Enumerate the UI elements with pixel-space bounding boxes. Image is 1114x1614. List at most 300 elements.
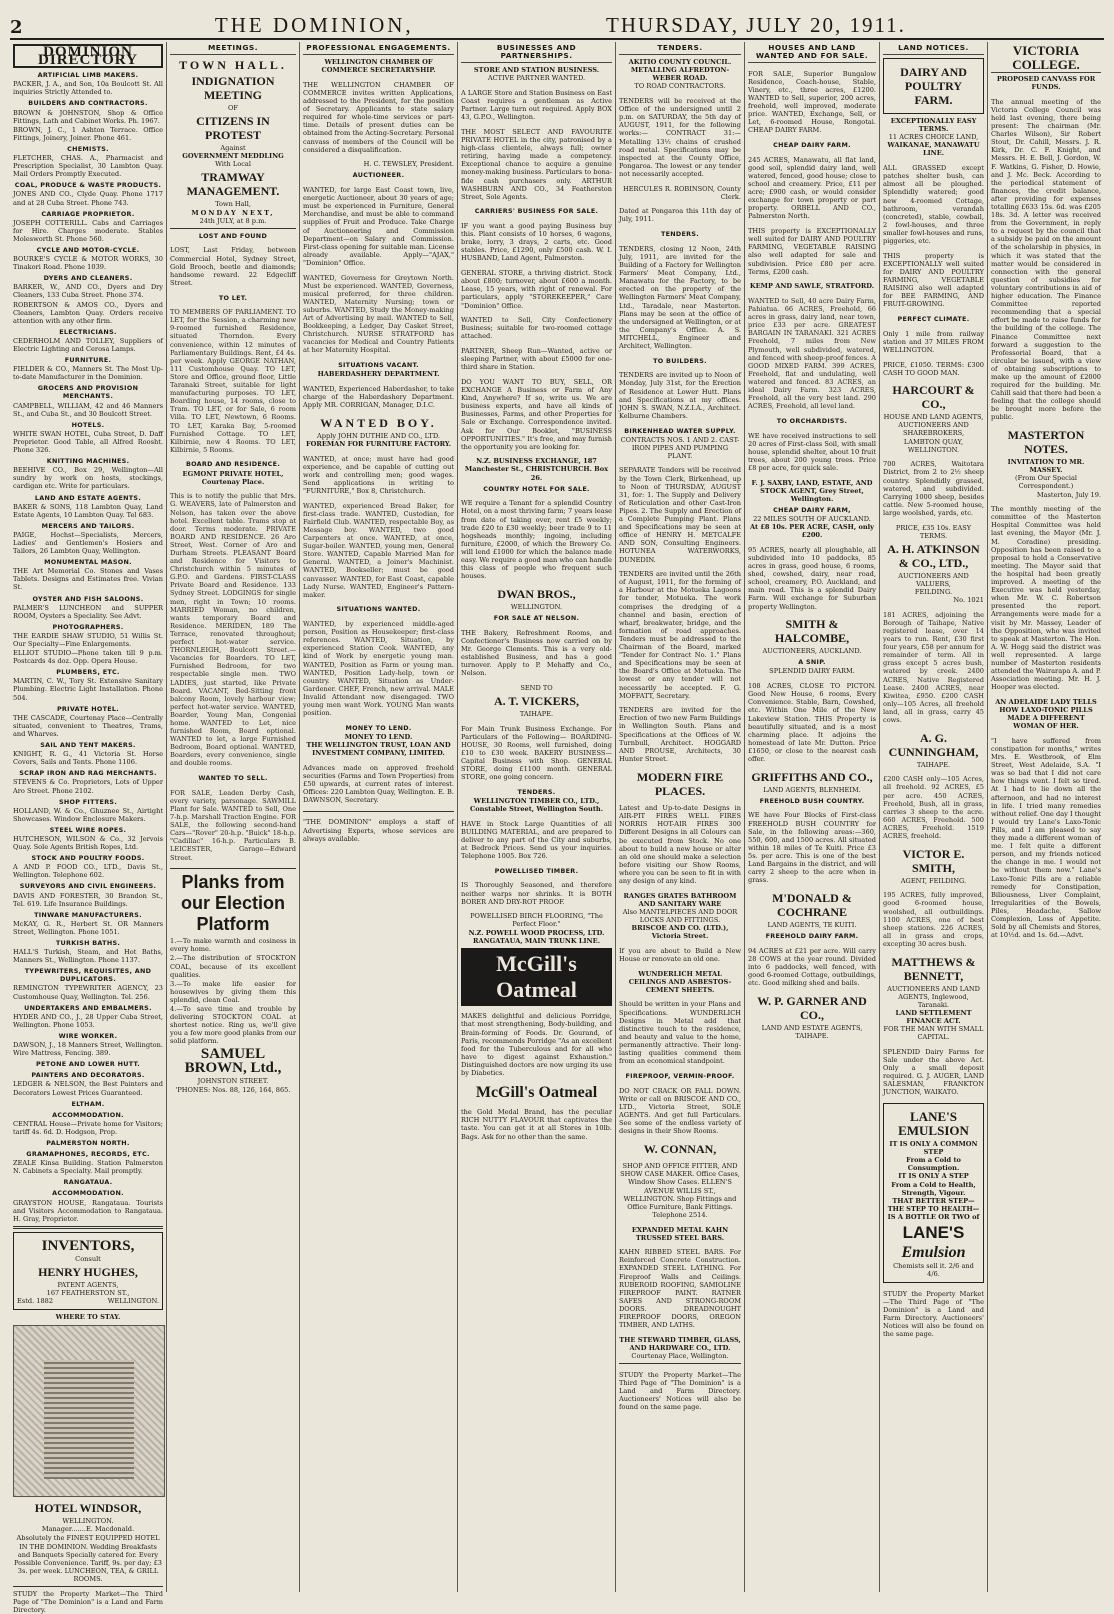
dwan-bros: DWAN BROS., [497, 586, 576, 601]
powellised-flooring: POWELLISED BIRCH FLOORING, "The Perfect Floor." [470, 912, 603, 929]
land-footer: STUDY the Property Market—The Third Page of "The Dominion" is a Land and Farm Directory. Auctioneers' Notices will also be found on the same page. [883, 1289, 984, 1339]
directory-category: CARRIAGE PROPRIETOR. [41, 209, 135, 218]
smith-sub: AUCTIONEERS, AUCKLAND. [762, 647, 862, 656]
directory-category: MERCERS AND TAILORS. [41, 521, 135, 530]
haberdashery-heading: HABERDASHERY DEPARTMENT. [317, 370, 440, 379]
lanes-lines [887, 1140, 980, 1221]
directory-category: TURKISH BATHS. [55, 939, 121, 947]
freehold-bush-text: WE have Four Blocks of First-class FREEHOLD BUSH COUNTRY for Sale, in the following areas:—360, 550, 600, and 1500 acres. All situated within 18 miles of Te Kuiti. Price £3 5s. per acre. This is one of the best Land Bargains in the district, and will carry 2 sheep to the acre when in grass. [748, 811, 876, 885]
inventors-agents: PATENT AGENTS, [57, 1280, 119, 1289]
partner-text: PARTNER, Sheep Run—Wanted, active or sleeping Partner, with about £5000 for one-third share in Station. [461, 347, 612, 372]
sit-wanted-text: WANTED, by experienced middle-aged person, Position as Housekeeper; first-class references. WANTED, Situation, by experienced Station Cook. WANTED, any kind of Work by energetic young man. WANTED, Position as Farm or young man. WANTED, Position Lady-help, town or country. WANTED, Situation as Under-Gardener. CHEF, French, new arrival. MALE Invalid Attendant now disengaged. TWO young men want Work. YOUNG Man wants position. [303, 620, 454, 718]
newspaper-title: THE DOMINION, [214, 13, 414, 37]
farms-text: FOR SALE, Superior Bungalow Residence, Coach-house, Stable, Vinery, etc., three acres, £1200. WANTED to Sell, superior, 200 acres, freehold, well improved, moderate price. WANTED, Exchange, Sell, or Let, 6-roomed House, Rongotai. CHEAP DAIRY FARM. [748, 69, 876, 135]
wellington-trust: THE WELLINGTON TRUST, LOAN AND INVESTMENT COMPANY, LIMITED. [306, 740, 451, 758]
tenders-footer: STUDY the Property Market—The Third Page of "The Dominion" is a Land and Farm Directory. Auctioneers' Notices will also be found on the same page. [619, 1370, 741, 1412]
directory-entry: CAMPBELL, WILLIAM, 42 and 46 Manners St., and Cuba St., and 30 Boulcott Street. [13, 401, 163, 418]
lanes-line: From a Cold to [906, 1156, 961, 1165]
column-land-notices [880, 42, 988, 1592]
chamber-heading: WELLINGTON CHAMBER OF COMMERCE SECRETARYSHIP. [321, 58, 436, 75]
to-let-heading: TO LET. [218, 293, 248, 302]
situations-heading: SITUATIONS VACANT. [338, 361, 419, 370]
special-correspondent: (From Our Special Correspondent.) [1015, 474, 1077, 491]
chemists-line: Chemists sell it. 2/6 and 4/6. [893, 1261, 974, 1279]
directory-entry: REMINGTON TYPEWRITER AGENCY, 23 Customhouse Quay, Wellington. Tel. 256. [13, 984, 163, 1001]
cunningham: A. G. CUNNINGHAM, [888, 730, 979, 759]
directory-entry: LEDGER & NELSON, the Best Painters and Decorators Lowest Prices Guaranteed. [13, 1080, 163, 1097]
dairy-poultry-box [883, 58, 984, 114]
directory-category: OYSTER AND FISH SALOONS. [32, 594, 144, 603]
directory-category: HOTELS. [71, 420, 105, 429]
waikanae-price: PRICE, £1050. TERMS: £300 CASH TO GOOD MAN. [883, 360, 984, 377]
directory-entry: ZEALE Kinsa Building. Station Palmerston N. Cabinets a Specialty. Mail promptly. [13, 1159, 163, 1176]
apply-john-duthie: Apply JOHN DUTHIE AND CO., LTD. [317, 431, 440, 440]
town-hall: TOWN HALL. [179, 58, 287, 73]
column-directory [10, 42, 167, 1614]
birkenhead-heading: BIRKENHEAD WATER SUPPLY. [624, 426, 736, 435]
directory-category: CHEMISTS. [67, 144, 109, 153]
road-contractors: TO ROAD CONTRACTORS. [634, 82, 726, 91]
directory-category: TINWARE MANUFACTURERS. [34, 910, 142, 919]
masthead-spacer [1098, 17, 1104, 38]
canvass-heading: PROPOSED CANVASS FOR FUNDS. [996, 75, 1096, 92]
briscoe: BRISCOE AND CO. (LTD.), Victoria Street. [631, 924, 729, 941]
lanes-title: LANE'S EMULSION [898, 1109, 969, 1139]
directory-entry: HUTCHESON, WILSON & Co., 32 Jervois Quay. Sole Agents British Ropes, Ltd. [13, 834, 163, 852]
directory-category: PLUMBERS, ETC. [56, 668, 120, 677]
akitio-date: Dated at Pongaroa this 11th day of July, 1911. [619, 207, 741, 224]
directory-entry: PALMER'S LUNCHEON and SUPPER ROOM, Oysters a Speciality. See Advt. [13, 603, 163, 620]
samuel-brown: SAMUEL BROWN, Ltd., [184, 1046, 282, 1077]
directory-entry: HYDER AND CO., J., 28 Upper Cuba Street, Wellington. Phone 1053. [13, 1012, 163, 1029]
masterton-date: Masterton, July 19. [1036, 490, 1101, 499]
chamber-sign: H. C. TEWSLEY, President. [363, 160, 454, 169]
directory-category: CYCLE AND MOTOR-CYCLE. [36, 245, 140, 254]
powellised-heading: POWELLISED TIMBER. [494, 866, 579, 875]
freehold-dairy-heading: FREEHOLD DAIRY FARM. [765, 931, 859, 940]
splendid-dairy: SPLENDID DAIRY FARM. [769, 667, 855, 676]
birkenhead-contracts: CONTRACTS NOS. 1 AND 2. CAST-IRON PIPES AND PUMPING PLANT. [620, 435, 740, 460]
adelaide-heading: AN ADELAIDE LADY TELLS HOW LAXO-TONIC PILLS MADE A DIFFERENT WOMAN OF HER. [995, 697, 1097, 731]
where-to-stay: WHERE TO STAY. [55, 1313, 121, 1322]
general-store-text: GENERAL STORE, a thriving district. Stock about £800; turnover, about £600 a month. Lease, 15 years, with right of renewal. For particulars, apply "STOREKEEPER," Care "Dominion" Office. [461, 269, 612, 310]
town-hall-venue: Town Hall, [215, 200, 251, 209]
victoria-college-heading: VICTORIA COLLEGE. [991, 44, 1101, 73]
citizens-protest: CITIZENS IN PROTEST [196, 114, 270, 143]
column-victoria-college [988, 42, 1104, 1592]
directory-category: ACCOMMODATION. [52, 1189, 124, 1198]
directory-category: BUILDERS AND CONTRACTORS. [28, 99, 148, 108]
smith-halcombe: SMITH & HALCOMBE, [774, 617, 850, 646]
directory-category: STEEL WIRE ROPES. [49, 825, 127, 834]
freehold-bush-heading: FREEHOLD BUSH COUNTRY. [759, 796, 865, 805]
hotel-windsor-city: WELLINGTON. [62, 1517, 114, 1526]
column-tenders [616, 42, 745, 1592]
column-houses [745, 42, 880, 1592]
lost-found-text: LOST, Last Friday, between Commercial Hotel, Sydney Street, Gold Brooch, beetle and diamonds; handsome reward. 22 Edgecliff Street. [170, 246, 296, 287]
lanes-line: IS A BOTTLE OR TWO of [887, 1212, 980, 1221]
directory-category: SHOP FITTERS. [58, 797, 118, 806]
lanes-line: THAT BETTER STEP— [892, 1196, 975, 1205]
columns [10, 42, 1104, 1614]
auckland-farm-text: 95 ACRES, nearly all ploughable, all subdivided into 10 paddocks, 85 acres in grass, good house, 6 rooms, shed, cowshed, dairy, near road, school, creamery, P.O. Auckland, and main road. This is a splendid Dairy Farm. Will exchange for Suburban property Wellington. [748, 545, 876, 611]
taihape-text: 181 ACRES, adjoining the Borough of Taihape, Native registered lease, over 14 years to run. Rent, £30 first four years, £58 per annum for remainder of term. All in grass except 5 acres bush, watered by creek. 2400 ACRES, Native Registered Lease. 2400 ACRES, near Kiwitea, £950. £200 CASH only—105 Acres, all freehold land, all in grass, carry 45 cows. [883, 610, 984, 724]
nz-powell: N.Z. POWELL WOOD PROCESS, LTD. [468, 928, 605, 937]
of-label: OF [228, 104, 238, 113]
samuel-phones: 'PHONES: Nos. 88, 126, 164, 865. [175, 1085, 291, 1094]
masterton-notes: MASTERTON NOTES. [1007, 428, 1085, 457]
directory-entry: BAKER & SONS, 118 Lambton Quay, Land Estate Agents, 10 Lambton Quay. Tel 683. [13, 502, 163, 519]
directory-category: MONUMENTAL MASON. [44, 558, 132, 567]
directory-entry: BARKER, W., AND CO., Dyers and Dry Cleaners, 133 Cuba Street. Phone 374. [13, 283, 163, 300]
monday-next: MONDAY NEXT, [191, 208, 275, 217]
directory-category: GROCERS AND PROVISION MERCHANTS. [37, 384, 139, 401]
planks-headline: Planks from our Election Platform [180, 872, 285, 935]
directory-entry: BROWN & JOHNSTON, Shop & Office Fittings, Lath and Cabinet Works. Ph. 1967. [13, 108, 163, 125]
emulsion-word: Emulsion [901, 1243, 966, 1261]
plank-item: 4.—To save time and trouble by delivering STOCKTON COAL at shortest notice. Ring us, we'll give you a few more good planks from our solid platform. [170, 1005, 296, 1046]
matthews-sub: AUCTIONEERS AND LAND AGENTS, Inglewood, Taranaki. [887, 984, 980, 1009]
plank-item: 2.—The distribution of STOCKTON COAL, because of its excellent qualities. [170, 954, 296, 979]
directory-category: SURVEYORS AND CIVIL ENGINEERS. [19, 882, 157, 891]
griffiths-sub: LAND AGENTS, BLENHEIM. [763, 785, 861, 794]
connan-text: SHOP AND OFFICE FITTER, AND SHOW CASE MAKER. Office Cases, Window Show Cases. ELLEN'S AVENUE WILLIS ST., WELLINGTON. Shop Fittings and Office Furniture, Bank Fittings. Telephone 2514. [620, 1162, 740, 1219]
wanted-list: WANTED, Governess for Greytown North. Must be experienced. WANTED, Governess, musical preferred, for three children. WANTED, Maternity Nursing; town or suburbs. WANTED, Study the Money-making Art of Advertising by mail. WANTED to Sell, Bookkeeping, a Ledger, Day Casket Street, Christchurch. NURSE STRATFORD has vacancies for Medical and Country Patients at her Maternity Hospital. [303, 273, 454, 355]
auctioneer-text: WANTED, for large East Coast town, live, energetic Auctioneer, about 30 years of age; must be experienced in Furniture, General Merchandise, and must be able to command supplies of Fruit and Produce. Take Charge of Auctioneering and Commission Department—on Salary and Commission. First-class opening for suitable man. License already available. Apply—"AJAX," "Dominion" Office. [303, 186, 454, 267]
akitio-text: TENDERS will be received at the Office of the undersigned until 2 p.m. on SATURDAY, the 5th day of AUGUST, 1911, for the following works:— CONTRACT 31:—Metalling 13½ chains of crushed road metal. Specifications may be inspected at the County Office, Pongaroa. The lowest or any tender not necessarily accepted. [619, 97, 741, 178]
wunderlich-text: Should be written in your Plans and Specifications. WUNDERLICH Designs in Metal add that distinctive touch to the residence, and beauty and value to the home, permanently attractive. Their long-lasting qualities commend them from an economical standpoint. [619, 1000, 741, 1066]
professional-footer: "THE DOMINION" employs a staff of Advertising Experts, whose services are always available. [303, 818, 454, 843]
waitotara-price: PRICE, £35 10s. EASY TERMS. [895, 523, 972, 540]
plank-item: 3.—To make life easier for housewives by giving them this splendid, clean Coal. [170, 979, 296, 1004]
motueka-text: TENDERS are invited until the 26th of August, 1911, for the forming of a Harbour at the Motueka Lagoons for tender, Motueka. The work comprises the dredging of a channel and basin, erection of wharf, breakwater, bridge, and the formation of road approaches. Tenders must be addressed to the Chairman of the Board, marked "Tender for Contract No. 1." Plans and Specifications may be seen at the Board's Office at Motueka. The lowest or any tender will not necessarily be accepted. F. G. MOFFATT, Secretary. [619, 570, 741, 700]
money-subheading: MONEY TO LEND. [344, 732, 413, 741]
lanes-line: Strength, Vigour. [901, 1188, 966, 1197]
directory-entry: CEDERHOLM AND TOLLEY, Suppliers of Electric Lighting and Cerosa Lamps. [13, 336, 163, 353]
against-label: Against [220, 144, 246, 153]
foreman-text: WANTED, at once; must have had good experience, and be capable of cutting out work and controlling men; good wages. Send applications in writing to "FURNITURE," Box 8, Christchurch. [303, 454, 454, 495]
directory-category: GRAMAPHONES, RECORDS, ETC. [26, 1150, 150, 1159]
directory-entry: BEEHIVE CO., Box 29, Wellington—All sundry by work on hosts, stockings, cardigan etc. Write for particulars. [13, 466, 163, 491]
victoria-college-text: The annual meeting of the Victoria College Council was held last evening, there being present: The chairman (Mr. Charles Wilson), Sir Robert Stout, Dr. Cahill, Messrs. J. R. Kirk, Dr. C. F. Knight, and Messrs. H. E. Bell, J. Gordon, W. F. Watkins, G. Fisher, D. Howie, and J. Mc. Beck. According to the periodical statement of finances, the credit balance, after providing for expenses totalling £633 15s. 6d. was £205 18s. 3d. A letter was received from the Government, in reply to a request by the council that a subsidy be paid on the amount of the scholarship in physics, in which it was stated that the matter would be considered in connection with the general question of subsidies for voluntary contributions in aid of higher education. The Finance Committee reported recommending that a special effort be made to raise funds for the building of the college. The Finance Committee next forward a suggestion to the Professorial Board, that a circular be issued, with a view of obtaining subscriptions to make up the amount of £2000 required for the building. Mr. Cahill said that there had been a feeling that the college should be brought more before the public. [991, 97, 1101, 422]
feilding-list: £200 CASH only—105 Acres, all freehold. 92 ACRES, £5 per acre. 450 ACRES, Freehold, Bush, all in grass, carries 3 sheep to the acre. 660 ACRES, Freehold. 500 ACRES, Freehold. 1519 ACRES, freehold. [883, 775, 984, 840]
directory-entry: FLETCHER, CHAS. A., Pharmacist and Prescription Specialist, 30 Lambton Quay. Mail Orders Promptly Executed. [13, 154, 163, 179]
directory-category: LAND AND ESTATE AGENTS. [34, 493, 142, 502]
samuel-address: JOHNSTON STREET. [197, 1077, 269, 1086]
south-auckland: 22 MILES SOUTH OF AUCKLAND. [753, 515, 871, 524]
perfect-text: Only 1 mile from railway station and 37 MILES FROM WELLINGTON. [883, 329, 984, 354]
cheap-dairy-heading: CHEAP DAIRY FARM. [773, 141, 851, 150]
dwan-city: WELLINGTON. [510, 602, 563, 611]
saxby: F. J. SAXBY, LAND, ESTATE, AND STOCK AGENT, Grey Street, Wellington. [751, 478, 873, 503]
directory-entry: PACKER, J. A., and Son, 10a Boulcott St. All inquiries Strictly Attended to. [13, 80, 163, 97]
lanes-name: LANE'S [902, 1222, 965, 1242]
store-heading: STORE AND STATION BUSINESS. [473, 66, 600, 75]
directory-entry: DAVIS AND FORESTER, 30 Brandon St., Tel. 619. Life Insurance Buildings. [13, 891, 163, 908]
steward-address: Courtenay Place, Wellington. [631, 1352, 729, 1360]
atkinson-feilding: FEILDING. [914, 587, 953, 596]
board-text: This is to notify the public that Mrs. G. WEAVERS, late of Palmerston and Nelson, has taken over the above hotel. Excellent table. Trams stop at door. Terms moderate. PRIVATE BOARD AND RESIDENCE. 26 Aro Street, West. Corner of Aro and Durham Streets. PLEASANT Board and Residence for Visitors to Christchurch within 5 minutes of G.P.O. and Gardens. FIRST-CLASS Private Board and Residence. 133 Sydney Street. LODGINGS for single men, right in Town; 10 rooms. MARRIED Woman, no children, wants temporary Board and Residence. MERIDEN, 189 The Terrace, renovated throughout; perfect hot-water service. THORNLEIGH, Boulcott Street.—Vacancies for Boarders. TO LET, Furnished Bedroom, for two respectable single men. TWO LADIES, just started, like Private Board. VACANT, Bed-Sitting front balcony Room, lovely harbour view; perfect hot-water service. WANTED, Boarder, Young Man, Congenial home. WANTED to Let, nice furnished Room, Board optional. WANTED to let, a large Furnished Bedroom, Board optional. WANTED, Boarders, every convenience, single and double rooms. [170, 492, 296, 768]
directory-entry: BROWN, J. C., 1 Ashton Terrace. Office Fittings, Joinery, Joiner. Phone 461. [13, 125, 163, 142]
waikanae-text: ALL GRASSED except patches shelter bush, can almost all be ploughed. Splendidly watered; good new 4-roomed Cottage, bathroom, verandah (concreted), stable, cowbail, 2 fowl-houses, and three smaller fowl-houses and runs, piggeries, etc. [883, 164, 984, 245]
kahn-text: KAHN RIBBED STEEL BARS. For Reinforced Concrete Construction. EXPANDED STEEL LATHING. For Fireproof Walls and Ceilings. RUBEROID ROOFING, SAMIOLINE FIREPROOF PAINT. RATNER SAFES AND STRONG-ROOM DOORS. DREADNOUGHT FIREPROOF DOORS, OREGON TIMBER, AND LATHS. [619, 1248, 741, 1330]
directory-entry: HOLLAND, W. & Co., Ghuznee St., Airtight Showcases. Window Enclosure Makers. [13, 806, 163, 823]
builders-text: TENDERS are invited up to Noon of Monday, July 31st, for the Erection of Residence at Lower Hutt. Plans and Specifications at my offices. JOHN S. SWAN, N.Z.I.A., Architect. Kelburne Chambers. [619, 371, 741, 420]
directory-category: SAIL AND TENT MAKERS. [40, 741, 136, 750]
notice-number: No. 1021 [953, 596, 984, 605]
freehold-dairy-text: 94 ACRES at £21 per acre. Will carry 28 COWS at the year round. Divided into 6 paddocks, well fenced, with good 6-roomed Cottage, outbuildings, etc. Good milking shed and bails. [748, 946, 876, 988]
harcourt-sub: HOUSE AND LAND AGENTS, AUCTIONEERS AND SHAREBROKERS, [883, 413, 984, 438]
directory-category: ELECTRICIANS. [59, 327, 117, 336]
connan-name: W. CONNAN, [643, 1141, 717, 1156]
dairy-text: 245 ACRES, Manawatu, all flat land, good soil, splendid dairy land, well watered, fenced, good house; close to school and creamery. Price, £11 per acre; £900 cash, or would consider exchange for town property or part property. ORBELL AND CO., Palmerston North. [748, 155, 876, 221]
private-hotel-text: THE MOST SELECT AND FAVOURITE PRIVATE HOTEL in the city, patronised by a high-class clientele, always full; owner retiring, having made a competency. Exceptional chance to acquire a genuine money-making business. Particulars to bona-fide cash purchasers only. ARTHUR WASHBURN AND CO., 34 Featherston Street, Sole Agents. [461, 127, 612, 201]
akitio-heading: AKITIO COUNTY COUNCIL. METALLING ALFREDTON-WEBER ROAD. [628, 58, 732, 83]
waikanae: WAIKANAE, MANAWATU LINE. [887, 141, 980, 158]
small-capital: FOR THE MAN WITH SMALL CAPITAL. [883, 1025, 984, 1042]
page-number: 2 [10, 17, 23, 38]
money-text: Advances made on approved freehold securities (Farms and Town Properties) from £50 upwards, at current rates of interest. Offices: 220 Lambton Quay, Wellington. E. B. DAWNSON, Secretary. [303, 763, 454, 805]
directory-category: STOCK AND POULTRY FOODS. [31, 854, 145, 863]
directory-heading: DOMINION DIRECTORY [13, 44, 163, 68]
waitotara-text: 700 ACRES, Waitotara District, from 2 to 2½ sheep country. Splendidly grassed, watered, and subdivided. Carrying 1000 sheep, besides cattle. New 5-roomed house, large woolshed, yards, etc. [883, 460, 984, 517]
fireproof-heading: FIREPROOF, VERMIN-PROOF. [625, 1071, 735, 1080]
wanted-sell-text: FOR SALE, Leaden Derby Cash, every variety, parsonage. SAWMILL Plant for Sale. WANTED to Sell, One 7-h.p. Marshall Traction Engine. FOR SALE, the following second-hand Cars—"Rover" 20-h.p. "Buick" 18-h.p. "Cadillac" 16-h.p. Particulars B. LEICESTER, Garage—Edward Street. [170, 788, 296, 862]
wellington-timber-text: HAVE in Stock Large Quantities of all BUILDING MATERIAL, and are prepared to deliver to any part of the City and suburbs, at Bedrock Prices. Send us your inquiries. Telephone 1005. Box 726. [461, 819, 612, 861]
carriers-text: IF you want a good paying Business buy this. Plant consists of 10 horses, 6 wagons, brake, lorry, 3 drays, 2 carts, etc. Good stables. Price, £1290, only £500 cash. W. I. HUSBAND, Land Agent, Palmerston. [461, 222, 612, 263]
confectionery-text: WANTED to Sell, City Confectionery Business; suitable for two-roomed cottage attached. [461, 316, 612, 341]
mcgill-banner: McGill's Oatmeal [461, 948, 612, 1006]
board-heading: BOARD AND RESIDENCE. [185, 460, 281, 469]
country-hotel-text: WE require a Tenant for a splendid Country Hotel, on a most thriving farm; 7 years lease from date of taking over, rent £5 weekly; trade £20 to £30 weekly; beer trade 9 to 11 hogsheads monthly; ingoing, including furniture, £2000, of which the Brewery Co. will lend £1000 for which the balance made easy. We require a good man who can handle this class of people who frequent such houses. [461, 499, 612, 581]
farm-buildings-text: TENDERS are invited for the Erection of two new Farm Buildings in Wellington South. Plans and Specifications at the Offices of W. Turnbull, Architect. HOGGARD AND PROUSE, Architects, 30 Hunter Street. [619, 706, 741, 763]
planks-list [170, 937, 296, 1045]
inventors-consult: Consult [75, 1254, 101, 1263]
directory-entry: HALL'S Turkish, Steam, and Hot Baths, Manners St., Wellington. Phone 1137. [13, 948, 163, 965]
cheap-dairy-heading-2: CHEAP DAIRY FARM, [773, 505, 851, 514]
land-settlement-text: SPLENDID Dairy Farms for Sale under the above Act. Only a small deposit required. G. J. AUGER, LAND SALESMAN, FRANKTON JUNCTION, WAIKATO. [883, 1047, 984, 1097]
directory-entry: JOSEPH COTTERILL. Cabs and Carriages for Hire. Charges moderate. Stables Molesworth St. Phone 560. [13, 218, 163, 243]
carriers-heading: CARRIERS' BUSINESS FOR SALE. [474, 207, 599, 216]
vickers-address: TAIHAPE. [519, 709, 554, 718]
lanes-line: Consumption. [907, 1164, 960, 1173]
nz-exchange: N.Z. BUSINESS EXCHANGE, 187 Manchester St., CHRISTCHURCH. Box 26. [464, 457, 609, 482]
modern-fireplaces: MODERN FIRE PLACES. [636, 769, 724, 798]
victor-smith: VICTOR E. SMITH, [902, 846, 965, 875]
to-let-text: TO MEMBERS OF PARLIAMENT. TO LET, for the Session, a charming new 9-roomed furnished Residence, situated Thorndon. Every convenience, within 12 minutes of Parliamentary Buildings. Rent, £4 4s. per week. Apply GEORGE NATHAN, 111 Customhouse Quay. TO LET, Store and Office, ground floor, Little Taranaki Street, suitable for light manufacturing purposes. TO LET, Boarding house, 14 rooms, close to Tram. TO LET, or for Sale, 6 room Villa. TO LET, Newtown, 6 Rooms. TO LET, Karaka Bay, 5-roomed Furnished Cottage. TO LET, Kilbirnie, new 4 Rooms. TO LET, Kilbirnie, 5 Rooms. [170, 308, 296, 454]
directory-category: ARTIFICIAL LIMB MAKERS. [37, 71, 139, 80]
mcdonald-sub: LAND AGENTS, TE KUITI. [767, 920, 857, 929]
directory-entry: BOURKE'S CYCLE & MOTOR WORKS, 30 Tinakori Road. Phone 1039. [13, 255, 163, 272]
waikanae-text-2: THIS property is EXCEPTIONALLY well suited for DAIRY AND POULTRY FARMING, VEGETABLE RAISING also well adapted for BEE FARMING, AND FRUIT-GROWING. [883, 251, 984, 309]
egmont-hotel: EGMONT PRIVATE HOTEL, Courtenay Place. [182, 469, 284, 486]
directory-entry: ROBERTSON & AMOS CO., Dyers and Cleaners, Lambton Quay. Orders receive attention with any other firm. [13, 300, 163, 325]
directory-entry: ELLIOT STUDIO—Phone taken till 9 p.m. Postcards 4s doz. Opp. Opera House. [13, 649, 163, 666]
inventors-title: INVENTORS, [41, 1237, 135, 1254]
vickers-text: For Main Trunk Business Exchange. For Particulars of the Following— BOARDING-HOUSE, 30 Rooms, well furnished, doing £10 to £30 week. BAKERY BUSINESS—Capital Business with Shop. GENERAL STORE, doing £1100 month. GENERAL STORE, one going concern. [461, 724, 612, 782]
briscoe-text: If you are about to Build a New House or renovate an old one. [619, 946, 741, 963]
tenders-heading-c4: TENDERS. [517, 787, 556, 796]
directory-entry: PAIGE, Hochst—Specialists, Mercers, Ladies' and Gentlemen's Hosiers and Tailors, 26 Lambton Quay, Wellington. [13, 530, 163, 556]
directory-entry: McKAY, G. R., Herbert St. OR Manners Street, Wellington. Phone 1051. [13, 919, 163, 936]
powellised-text: IS Thoroughly Seasoned, and therefore neither warps nor shrinks. It is BOTH BORER AND DRY-ROT PROOF. [461, 881, 612, 906]
griffiths: GRIFFITHS AND CO., [751, 769, 873, 784]
perfect-climate: PERFECT CLIMATE. [897, 314, 970, 323]
meetings-heading: MEETINGS. [170, 42, 296, 55]
store-text: A LARGE Store and Station Business on East Coast requires a gentleman as Active Partner. Large turn out required. Apply BOX 43, G.P.O., Wellington. [461, 88, 612, 122]
directory-entry: WHITE SWAN HOTEL, Cuba Street, D. Daff Proprietor. Good Table, all Alfred Roosht. Phone 326. [13, 429, 163, 455]
meeting-date: 24th JULY, at 8 p.m. [199, 216, 267, 225]
birkenhead-text: SEPARATE Tenders will be received by the Town Clerk, Birkenhead, up to Noon of THURSDAY, AUGUST 31, for: 1. The Supply and Delivery of Reticulation and other Cast-Iron Pipes. 2. The Supply and Erection of a Complete Pumping Plant. Plans and Specifications may be seen at office of HENRY H. METCALFE AND SON, Consulting Engineers. HOTUNEA WATERWORKS, DUNEDIN. [619, 466, 741, 564]
lambton-quay: LAMBTON QUAY, WELLINGTON. [903, 437, 964, 454]
inventors-ad [13, 1232, 163, 1310]
tenders-sub-text: TENDERS, closing 12 Noon, 24th July, 1911, are invited for the Building of a Factory for Wellington Farmers' Meat Company, Ltd., Manawatu for the Factory, to be erected on the property of the Wellington Farmers' Meat Company, Ltd., Taradale, near Masterton. Plans may be seen at the office of the undersigned at Wellington, or at the Company's Office. A. S. MITCHELL, Engineer and Architect, Wellington. [619, 244, 741, 350]
directory-entry: JONES AND CO., Clyde Quay. Phone 1717 and at 28 Cuba Street. Phone 743. [13, 190, 163, 207]
mcgill-text: MAKES delightful and delicious Porridge, that most strengthening, Body-building, and Brain-forming of Foods. Dr. Gourand, of Paris, recommends Porridge "As an excellent food for the Tuberculous and for all who have to digest against Exhaustion." Distinguished doctors are now urging its use by Diabetics. [461, 1012, 612, 1077]
mcgill-title-2: McGill's Oatmeal [475, 1083, 598, 1101]
tenders-heading: TENDERS. [619, 42, 741, 55]
directory-category: COAL, PRODUCE & WASTE PRODUCTS. [14, 181, 162, 190]
money-heading: MONEY TO LEND. [345, 723, 412, 732]
land-settlement: LAND SETTLEMENT FINANCE ACT. [895, 1008, 972, 1025]
exchange-text: DO YOU WANT TO BUY, SELL, OR EXCHANGE A Business or Farm of Any Kind, Anywhere? If so, write us. We are business experts, and have all kinds of Businesses, Farms, and other Properties for Sale or Exchange. Correspondence invited. Ask for Our Booklet, "BUSINESS OPPORTUNITIES." It's free, and may furnish the opportunity you are looking for. [461, 377, 612, 451]
masterton-text: The monthly meeting of the committee of the Masterton Hospital Committee was held last evening, the Mayor (Mr. J. M. Coradine) presiding. Opposition has been raised to a proposal to hold a Conservative meeting. The Mayor said that the hospital had been greatly improved. A meeting of the Executive was held yesterday, when Mr. W. C. Robertson presented the report. Arrangements were made for a visit by Mr. Massey, Leader of the Opposition, who was invited to speak at Masterton. The Hon. A. W. Hogg said the district was well represented. A large number of Masterton residents attended the Wairarapa A. and P. Association meeting. Mr. H. J. Hooper was elected. [991, 505, 1102, 692]
directory-category: SCRAP IRON AND RAG MERCHANTS. [19, 769, 157, 778]
modern-text: Latest and Up-to-date Designs in AIR-PIT FIRES WELL FIRES NORRIS HOT-AIR FIRES 300 Different Designs in all Colours can be executed from Stock. No one about to build a new house or alter an old one should make a selection before visiting our Show Rooms, where you can be seen to fit in with any design of any kind. [619, 804, 741, 885]
fireproof-text: DO NOT CRACK OR FALL DOWN. Write or call on BRISCOE AND CO., LTD., Victoria Street, SOLE AGENTS. And get full Particulars. See some of the endless variety of designs in their Show Rooms. [619, 1086, 741, 1135]
directory-entry: CENTRAL House—Private home for Visitors; tariff 4s. 6d. D. Hodgson, Prop. [13, 1119, 163, 1136]
kemp-sawle: KEMP AND SAWLE, STRATFORD. [749, 282, 875, 291]
mcdonald-cochrane: M'DONALD & COCHRANE [772, 890, 852, 919]
auctioneer-heading: AUCTIONEER. [352, 171, 405, 180]
lost-found-heading: LOST AND FOUND [198, 231, 268, 240]
eleven-acres: 11 ACRES CHOICE LAND, [888, 133, 979, 142]
invitation-massey: INVITATION TO MR. MASSEY. [1007, 458, 1085, 475]
tramway-management: TRAMWAY MANAGEMENT. [186, 170, 280, 199]
houses-heading: HOUSES AND LAND WANTED AND FOR SALE. [748, 42, 876, 63]
hotel-windsor-name: HOTEL WINDSOR, [34, 1501, 142, 1516]
snip-heading: A SNIP. [798, 658, 826, 667]
directory-category: PRIVATE HOTEL. [56, 704, 120, 713]
kahn-heading: EXPANDED METAL KAHN TRUSSED STEEL BARS. [631, 1225, 729, 1242]
wanted-boy: WANTED BOY. [320, 415, 437, 430]
adelaide-text: "I have suffered from constipation for months," writes Mrs. E. Westbrook, of Elm Street, West Adelaide, S.A. "I was so bad that I did not care how things went. I felt so tired. At 1 had to lie down all the afternoon, and had no interest in life. I tried many remedies without relief. One day I thought I would try Lane's Laxo-Tonic Pills, and I am pleased to say they made a different woman of me. I felt quite a different person, and my friends noticed the change in me. I would not be without them now." Lane's Laxo-Tonic Pills are a reliable remedy for Constipation, Biliousness, Liver Complaint, Irregularities of the Bowels, Piles, Headache, Sallow Complexion, Loss of Appetite. Sold by all Chemists and Stores, at 10½d. and 1s. 6d.—Advt. [991, 736, 1101, 940]
tenders-sub: TENDERS. [660, 230, 700, 239]
matthews-bennett: MATTHEWS & BENNETT, [891, 954, 976, 983]
professional-heading: PROFESSIONAL ENGAGEMENTS. [303, 42, 454, 55]
wellington-timber: WELLINGTON TIMBER CO., LTD., Constable Street, Wellington South. [470, 796, 603, 814]
orchardists-text: WE have received instructions to sell 20 acres of First-class Soil, with small house, splendid shelter, about 10 fruit trees, about 200 young trees. Price £8 per acre, for quick sale. [748, 431, 876, 472]
active-partner: ACTIVE PARTNER WANTED. [487, 74, 586, 83]
directory-category: DYERS AND CLEANERS. [43, 274, 133, 283]
nelson-heading: FOR SALE AT NELSON. [493, 613, 580, 622]
lanes-line: IT IS ONLY A STEP [898, 1172, 969, 1181]
cunningham-sub: TAIHAPE. [916, 760, 951, 769]
akitio-sign: HERCULES R. ROBINSON, County Clerk. [622, 184, 741, 201]
directory-entry: KNIGHT, R. G., 41 Victoria St. Horse Covers, Sails and Tents. Phone 1106. [13, 750, 163, 767]
directory-entry: FIELDER & CO., Manners St. The Most Up-to-date Manufacturer in the Dominion. [13, 365, 163, 382]
directory-category: PAINTERS AND DECORATORS. [31, 1071, 145, 1080]
directory-category: PETONE AND LOWER HUTT. [36, 1060, 140, 1069]
directory-category: TYPEWRITERS, REQUISITES, AND DUPLICATORS. [24, 967, 152, 984]
farm-list: WANTED to Sell, 40 acre Dairy Farm, Pahiatua. 66 ACRES, Freehold, 66 acres in grass, dairy land, near town, price £33 per acre. GREATEST BARGAIN IN TARANAKI. 321 ACRES Freehold, 7 miles from New Plymouth, well subdivided, watered, and fenced with sheep-proof fences. A GOOD MIXED FARM. 399 ACRES, Freehold, flat and undulating, well watered and fenced. 83 ACRES, an ideal Dairy Farm. 323 ACRES, Freehold, all the very best land. 290 ACRES, Freehold, all level land. [748, 297, 876, 411]
mcgill-text-2: the Gold Medal Brand, has the peculiar RICH NUTTY FLAVOUR that captivates the taste. You can get it at all Stores in 10lb. Bags. Ask for no other than the same. [461, 1108, 612, 1141]
directory-entry: MARTIN, C. W., Tory St. Extensive Sanitary Plumbing. Electric Light Installation. Phone 504. [13, 677, 163, 702]
directory-sections [13, 71, 163, 1223]
country-hotel-heading: COUNTRY HOTEL FOR SALE. [483, 484, 590, 493]
government-meddling: GOVERNMENT MEDDLING [182, 152, 284, 161]
directory-category: KNITTING MACHINES. [46, 457, 130, 466]
chamber-text: THE WELLINGTON CHAMBER OF COMMERCE invites written Applications, addressed to the President, for the position of Secretary. Applicants to state salary required for whole-time services or part-time. Details of present duties can be obtained from the Acting-Secretary. Personal canvass of members of the Council will be considered a disqualification. [303, 80, 454, 154]
directory-category: PALMERSTON NORTH. [46, 1138, 130, 1147]
ranges: RANGES GRATES BATHROOM AND SANITARY WARE [623, 891, 737, 908]
land-notices-heading: LAND NOTICES. [883, 42, 984, 55]
directory-entry: THE CASCADE, Courtenay Place—Centrally situated, convenient to Theatres, Trams, and Wharves. [13, 713, 163, 738]
inventors-name: HENRY HUGHES, [38, 1264, 138, 1279]
send-to: SEND TO [520, 683, 553, 692]
garner: W. P. GARNER AND CO., [757, 993, 867, 1022]
inventors-address: 167 FEATHERSTON ST., [46, 1289, 130, 1297]
dairy-poultry-title: DAIRY AND POULTRY FARM. [900, 65, 967, 108]
directory-entry: THE Art Memorial Co. Stones and Vases Tablets. Designs and Estimates free. Vivian St. [13, 567, 163, 592]
column-businesses [458, 42, 616, 1592]
wanted-more: WANTED, experienced Bread Baker, for first-class trade. WANTED, Custodian, for Fairfield Club. WANTED, respectable Boy, as Message boy. WANTED, two good Carpenters at once. WANTED, at once, Sugar-boiler. WANTED, young men, General Store. WANTED, Capable Married Man for General. WANTED, a Joiner's Machinist. WANTED, Bookseller; must be good canvasser. WANTED, for East Coast, capable Lady Nurse. WANTED, Engineer's Pattern-maker. [303, 501, 454, 599]
steward: THE STEWARD TIMBER, GLASS, AND HARDWARE CO., LTD. [619, 1335, 741, 1352]
directory-entry: STEVENS & Co. Proprietors, Lots of Upper Aro Street. Phone 2102. [13, 778, 163, 795]
issue-date: THURSDAY, JULY 20, 1911. [606, 13, 906, 37]
inventors-city: WELLINGTON. [107, 1297, 159, 1306]
directory-entry: THE EARDIE SHAW STUDIO, 51 Willis St. Our Specialty—Fine Enlargements. [13, 631, 163, 648]
column-meetings [167, 42, 300, 1592]
lanes-emulsion-ad [883, 1103, 984, 1283]
indignation-meeting: INDIGNATION MEETING [191, 74, 275, 103]
directory-entry: A AND P. FOOD CO., LTD., Davis St., Wellington. Telephone 602. [13, 863, 163, 880]
victor-sub: AGENT, FEILDING. [900, 876, 967, 885]
businesses-heading: BUSINESSES AND PARTNERSHIPS. [461, 42, 612, 63]
with-local: With Local [215, 160, 251, 169]
directory-category: RANGATAUA. [63, 1178, 113, 1187]
directory-category: ACCOMMODATION. [52, 1110, 124, 1119]
orchardists-heading: TO ORCHARDISTS. [776, 416, 848, 425]
inglewood-text: 195 ACRES, fully improved, good 6-roomed house, woolshed, all outbuildings. 1100 ACRES, one of best sheep stations. 226 ACRES, all in grass and crops, excepting 30 acres bush. [883, 891, 984, 948]
garner-sub: LAND AND ESTATE AGENTS, TAIHAPE. [761, 1023, 863, 1040]
snip-text: 108 ACRES, CLOSE TO PICTON. Good New House, 6 rooms, Every Convenience. Stable, Barn, Cowshed, etc. Within One Mile of the New Lakeview Station. THIS Property is beautifully situated, and is a most charming place. It adjoins the homestead of late Mr. Dutton. Price £1650, or close to the nearest cash offer. [748, 682, 876, 763]
atkinson: A. H. ATKINSON & CO., LTD., [887, 541, 980, 570]
lanes-line: From a Cold to Health, [891, 1180, 976, 1189]
rangataua-line: RANGATAUA, MAIN TRUNK LINE. [472, 936, 600, 945]
masthead [10, 8, 1104, 40]
lanes-line: THE STEP TO HEALTH— [887, 1204, 980, 1213]
directory-category: ELTHAM. [71, 1099, 105, 1108]
haberdashery-text: WANTED, Experienced Haberdasher, to take charge of the Haberdashery Department. Apply MR. CORRIGAN, Manager, D.I.C. [303, 384, 454, 410]
plank-item: 1.—To make warmth and cosiness in every home. [170, 937, 296, 954]
vickers-name: A. T. VICKERS, [493, 693, 580, 708]
directory-category: UNDERTAKERS AND EMBALMERS. [24, 1003, 152, 1012]
atkinson-sub: AUCTIONEERS AND VALUERS, [898, 571, 969, 588]
builders-heading: TO BUILDERS. [653, 356, 707, 365]
hotel-windsor-text: Absolutely the FINEST EQUIPPED HOTEL IN THE DOMINION. Wedding Breakfasts and Banquets Specially catered for. Every Possible Convenience. Tariff, 9s. per day; £3 3s. per week. LUNCHEON, TEA, & GRILL ROOMS. [14, 1534, 162, 1583]
wanted-sell-heading: WANTED TO SELL. [198, 774, 268, 783]
column-professional [300, 42, 458, 1592]
directory-category: PHOTOGRAPHERS. [52, 622, 124, 631]
directory-footer: STUDY the Property Market—The Third Page of "The Dominion" is a Land and Farm Directory. [13, 1590, 163, 1614]
cash-price: At £8 10s. PER ACRE, CASH, only £200. [750, 523, 874, 540]
sit-wanted-heading: SITUATIONS WANTED. [336, 605, 421, 614]
lanes-line: IT IS ONLY A COMMON STEP [889, 1140, 978, 1157]
inventors-est: Estd. 1882 [17, 1297, 54, 1306]
hotel-windsor-manager: Manager.......E. Macdonald. [41, 1525, 135, 1534]
directory-category: FURNITURE. [64, 356, 112, 365]
